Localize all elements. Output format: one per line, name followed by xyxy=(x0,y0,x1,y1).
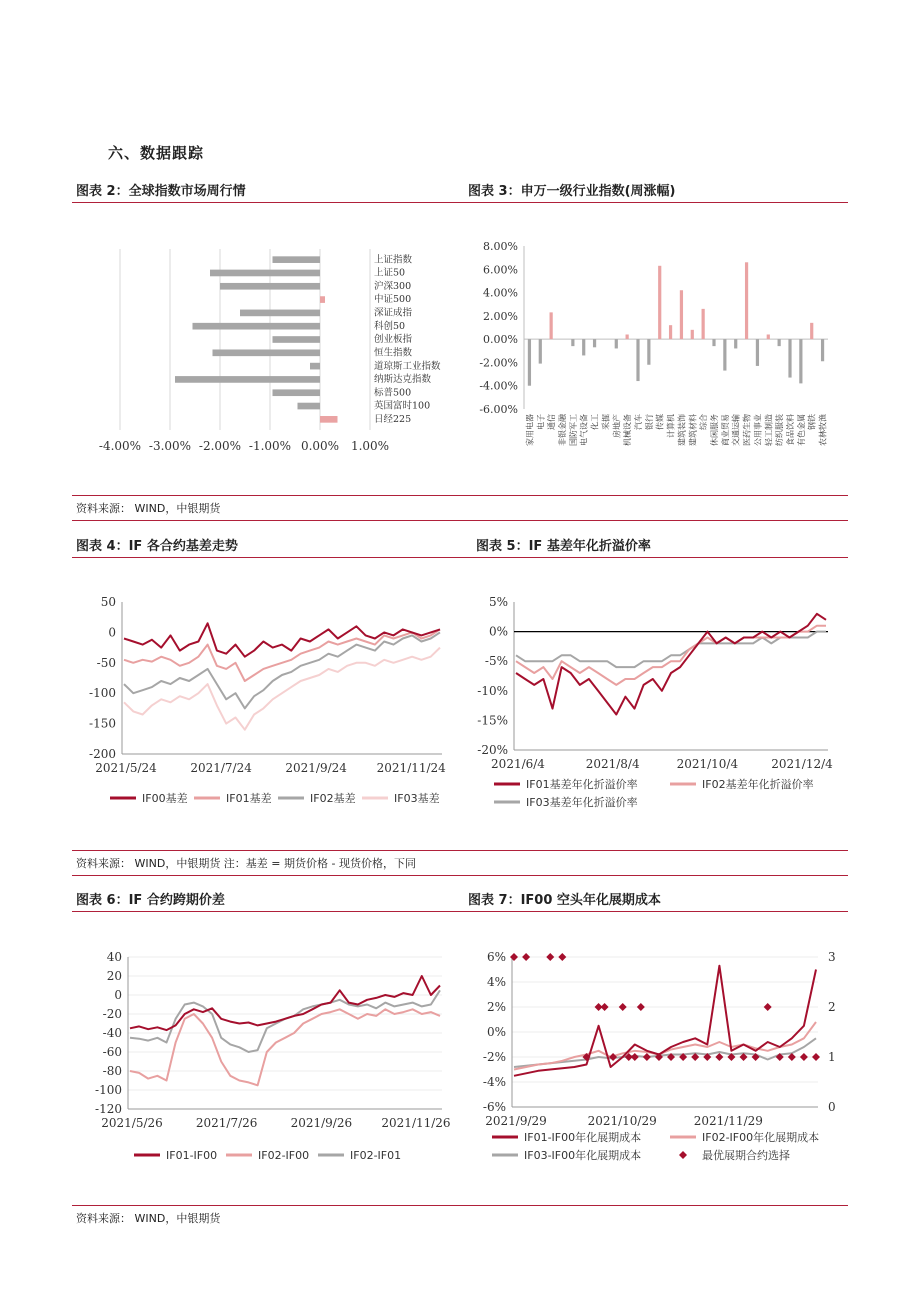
category-label: 日经225 xyxy=(374,414,412,426)
marker-point xyxy=(631,1053,639,1061)
marker-point xyxy=(558,953,566,961)
y-tick-label: 4.00% xyxy=(483,286,518,300)
category-label: 轻工制造 xyxy=(764,414,774,446)
bar xyxy=(778,339,781,346)
bar xyxy=(220,283,320,290)
marker-point xyxy=(546,953,554,961)
y2-tick-label: 1 xyxy=(828,1050,836,1064)
x-tick-label: 2021/7/26 xyxy=(195,1116,258,1130)
bar xyxy=(756,339,759,366)
x-tick-label: 2021/10/29 xyxy=(587,1114,657,1128)
bar xyxy=(788,339,791,377)
x-tick-label: -2.00% xyxy=(198,439,242,453)
bar xyxy=(298,403,321,410)
fig4-title: 图表 4：IF 各合约基差走势 xyxy=(76,539,238,554)
x-tick-label: 2021/9/24 xyxy=(285,761,347,775)
x-tick-label: 2021/6/4 xyxy=(491,757,545,771)
bar xyxy=(273,256,321,263)
category-label: 建筑材料 xyxy=(688,414,698,446)
marker-point xyxy=(715,1053,723,1061)
bar xyxy=(647,339,650,365)
bar xyxy=(734,339,737,348)
marker-point xyxy=(643,1053,651,1061)
y-tick-label: -100 xyxy=(95,1083,122,1097)
bar xyxy=(669,325,672,339)
category-label: 中证500 xyxy=(374,294,412,306)
category-label: 创业板指 xyxy=(374,334,413,346)
source-rule xyxy=(72,1205,848,1206)
series-line xyxy=(124,623,440,656)
category-label: 交通运输 xyxy=(731,414,741,446)
fig7-chart xyxy=(462,945,852,1175)
y-tick-label: -4% xyxy=(482,1075,506,1089)
marker-point xyxy=(800,1053,808,1061)
legend-label: IF03基差 xyxy=(394,792,440,805)
category-label: 纳斯达克指数 xyxy=(374,374,432,386)
y-tick-label: -20 xyxy=(102,1007,122,1021)
marker-point xyxy=(609,1053,617,1061)
x-tick-label: 2021/11/29 xyxy=(693,1114,763,1128)
y-tick-label: -50 xyxy=(96,655,116,670)
category-label: 电气设备 xyxy=(579,414,589,446)
fig5-title: 图表 5：IF 基差年化折溢价率 xyxy=(476,539,651,554)
bar xyxy=(320,416,338,423)
source-note: 资料来源： WIND，中银期货 注：基差 = 期货价格 - 现货价格，下同 xyxy=(76,857,416,870)
y-tick-label: 8.00% xyxy=(483,240,518,253)
fig6-title: 图表 6：IF 合约跨期价差 xyxy=(76,893,225,908)
source-rule xyxy=(72,875,848,876)
marker-point xyxy=(637,1003,645,1011)
category-label: 电子 xyxy=(536,414,546,430)
marker-point xyxy=(619,1003,627,1011)
x-tick-label: 2021/5/26 xyxy=(101,1116,163,1130)
bar xyxy=(821,339,824,361)
bar xyxy=(745,262,748,339)
y-tick-label: -5% xyxy=(484,654,508,669)
bar xyxy=(528,339,531,386)
y-tick-label: 2.00% xyxy=(483,309,518,323)
category-label: 机械设备 xyxy=(623,414,633,446)
bar xyxy=(810,323,813,339)
source-rule xyxy=(72,850,848,851)
legend-label: IF01基差 xyxy=(226,792,272,805)
legend-label: IF03-IF00年化展期成本 xyxy=(524,1149,642,1162)
category-label: 医药生物 xyxy=(742,414,752,446)
x-tick-label: 1.00% xyxy=(350,439,390,453)
x-tick-label: 2021/10/4 xyxy=(676,757,739,771)
category-label: 国防军工 xyxy=(568,414,578,446)
fig6-chart xyxy=(72,945,457,1175)
y2-tick-label: 0 xyxy=(828,1100,836,1114)
y-tick-label: -15% xyxy=(477,713,508,728)
category-label: 商业贸易 xyxy=(720,414,730,446)
category-label: 化工 xyxy=(590,414,600,430)
section-title: 六、数据跟踪 xyxy=(108,144,205,162)
legend-label: IF02-IF00年化展期成本 xyxy=(702,1131,820,1144)
y-tick-label: -4.00% xyxy=(479,379,518,393)
legend-label: IF02-IF00 xyxy=(258,1149,310,1162)
category-label: 深证成指 xyxy=(374,307,413,319)
bar xyxy=(799,339,802,383)
y-tick-label: -40 xyxy=(102,1026,122,1040)
category-label: 传媒 xyxy=(655,414,665,430)
x-tick-label: 0.00% xyxy=(300,439,340,453)
bar xyxy=(767,334,770,339)
fig3-title: 图表 3：申万一级行业指数(周涨幅) xyxy=(468,184,676,199)
y-tick-label: 20 xyxy=(106,969,122,983)
marker-point xyxy=(764,1003,772,1011)
x-tick-label: 2021/8/4 xyxy=(585,757,640,771)
category-label: 标普500 xyxy=(374,387,412,399)
marker-point xyxy=(601,1003,609,1011)
category-label: 银行 xyxy=(644,414,654,430)
bar xyxy=(626,334,629,339)
bar xyxy=(273,389,321,396)
bar xyxy=(550,312,553,339)
x-tick-label: 2021/9/26 xyxy=(290,1116,353,1130)
x-tick-label: 2021/7/24 xyxy=(190,761,252,775)
category-label: 建筑装饰 xyxy=(677,414,687,446)
x-tick-label: 2021/11/24 xyxy=(376,761,446,775)
fig4-chart xyxy=(72,590,457,820)
y-tick-label: 6.00% xyxy=(483,263,518,277)
series-line xyxy=(516,614,826,715)
x-tick-label: -4.00% xyxy=(98,439,142,453)
bar xyxy=(582,339,585,355)
category-label: 综合 xyxy=(699,414,709,430)
y-tick-label: 0% xyxy=(488,624,508,639)
y-tick-label: -20% xyxy=(477,743,508,757)
legend-label: 最优展期合约选择 xyxy=(702,1149,790,1162)
bar xyxy=(636,339,639,381)
category-label: 通信 xyxy=(547,414,557,430)
marker-point xyxy=(812,1053,820,1061)
y-tick-label: 0 xyxy=(108,625,116,640)
category-label: 科创50 xyxy=(374,320,406,332)
bar xyxy=(723,339,726,370)
y-tick-label: 40 xyxy=(106,950,122,964)
legend-label: IF02基差 xyxy=(310,792,356,805)
bar xyxy=(680,290,683,339)
legend-label: IF01-IF00年化展期成本 xyxy=(524,1131,642,1144)
fig5-chart xyxy=(466,590,851,820)
category-label: 钢铁 xyxy=(807,414,817,430)
y-tick-label: -60 xyxy=(102,1045,122,1059)
x-tick-label: 2021/9/29 xyxy=(485,1114,547,1128)
fig2-chart xyxy=(72,205,452,475)
y-tick-label: 6% xyxy=(486,950,506,964)
bar xyxy=(240,310,320,317)
marker-point xyxy=(510,953,518,961)
marker-point xyxy=(522,953,530,961)
y-tick-label: -100 xyxy=(89,686,116,701)
category-label: 上证50 xyxy=(374,267,406,279)
x-tick-label: -3.00% xyxy=(148,439,192,453)
y-tick-label: -150 xyxy=(89,716,116,731)
legend-label: IF00基差 xyxy=(142,792,188,805)
category-label: 汽车 xyxy=(634,414,643,430)
legend-label: IF01基差年化折溢价率 xyxy=(526,778,638,791)
y-tick-label: -2.00% xyxy=(479,356,518,370)
category-label: 恒生指数 xyxy=(374,347,413,359)
y-tick-label: 2% xyxy=(486,1000,506,1014)
category-label: 农林牧渔 xyxy=(818,414,828,446)
source-note: 资料来源： WIND，中银期货 xyxy=(76,1212,221,1225)
y-tick-label: 0.00% xyxy=(483,333,518,347)
y2-tick-label: 2 xyxy=(828,1000,836,1014)
category-label: 房地产 xyxy=(612,414,622,438)
fig-top-rule xyxy=(72,202,848,203)
category-label: 计算机 xyxy=(666,414,676,438)
bar xyxy=(712,339,715,346)
bar xyxy=(658,266,661,339)
bar xyxy=(615,339,618,348)
x-tick-label: 2021/11/26 xyxy=(381,1116,451,1130)
source-rule xyxy=(72,495,848,496)
category-label: 食品饮料 xyxy=(786,414,795,446)
y-tick-label: -6% xyxy=(482,1100,506,1114)
y-tick-label: -120 xyxy=(95,1102,122,1116)
y-tick-label: 5% xyxy=(488,595,508,609)
y-tick-label: -80 xyxy=(102,1064,122,1078)
y-tick-label: -10% xyxy=(477,683,508,698)
legend-label: IF02基差年化折溢价率 xyxy=(702,778,814,791)
source-rule xyxy=(72,520,848,521)
bar xyxy=(175,376,320,383)
y-tick-label: 4% xyxy=(486,975,506,989)
y-tick-label: -6.00% xyxy=(479,403,518,416)
y-tick-label: -200 xyxy=(89,747,116,761)
bar xyxy=(213,349,321,356)
bar xyxy=(193,323,321,330)
category-label: 道琼斯工业指数 xyxy=(374,360,441,372)
bar xyxy=(310,363,320,370)
category-label: 纺织服装 xyxy=(775,414,785,446)
x-tick-label: 2021/12/4 xyxy=(771,757,833,771)
bar xyxy=(273,336,321,343)
bar xyxy=(571,339,574,346)
bar xyxy=(320,296,325,303)
fig7-title: 图表 7：IF00 空头年化展期成本 xyxy=(468,893,661,908)
category-label: 沪深300 xyxy=(374,280,412,292)
bar xyxy=(539,339,542,363)
bar xyxy=(702,309,705,339)
x-tick-label: -1.00% xyxy=(248,439,292,453)
category-label: 非银金融 xyxy=(558,414,567,446)
series-line xyxy=(514,1022,816,1070)
bar xyxy=(691,330,694,339)
x-tick-label: 2021/5/24 xyxy=(95,761,157,775)
category-label: 休闲服务 xyxy=(710,414,719,446)
fig3-chart xyxy=(462,230,852,465)
category-label: 上证指数 xyxy=(374,254,413,266)
fig-top-rule xyxy=(72,557,848,558)
category-label: 家用电器 xyxy=(525,414,535,446)
y-tick-label: 50 xyxy=(100,595,116,609)
category-label: 有色金属 xyxy=(796,414,806,446)
y-tick-label: 0% xyxy=(486,1025,506,1039)
category-label: 英国富时100 xyxy=(374,400,431,412)
y-tick-label: 0 xyxy=(114,988,122,1002)
bar xyxy=(210,270,320,277)
source-note: 资料来源： WIND，中银期货 xyxy=(76,502,221,515)
y2-tick-label: 3 xyxy=(828,950,836,964)
fig2-title: 图表 2：全球指数市场周行情 xyxy=(76,184,246,199)
legend-label: IF01-IF00 xyxy=(166,1149,218,1162)
category-label: 采掘 xyxy=(601,414,611,430)
y-tick-label: -2% xyxy=(482,1050,506,1064)
bar xyxy=(593,339,596,347)
legend-marker xyxy=(679,1151,687,1159)
series-line xyxy=(130,1009,440,1085)
series-line xyxy=(130,976,440,1030)
category-label: 公用事业 xyxy=(753,414,763,446)
legend-label: IF02-IF01 xyxy=(350,1149,402,1162)
legend-label: IF03基差年化折溢价率 xyxy=(526,796,638,809)
fig-top-rule xyxy=(72,911,848,912)
